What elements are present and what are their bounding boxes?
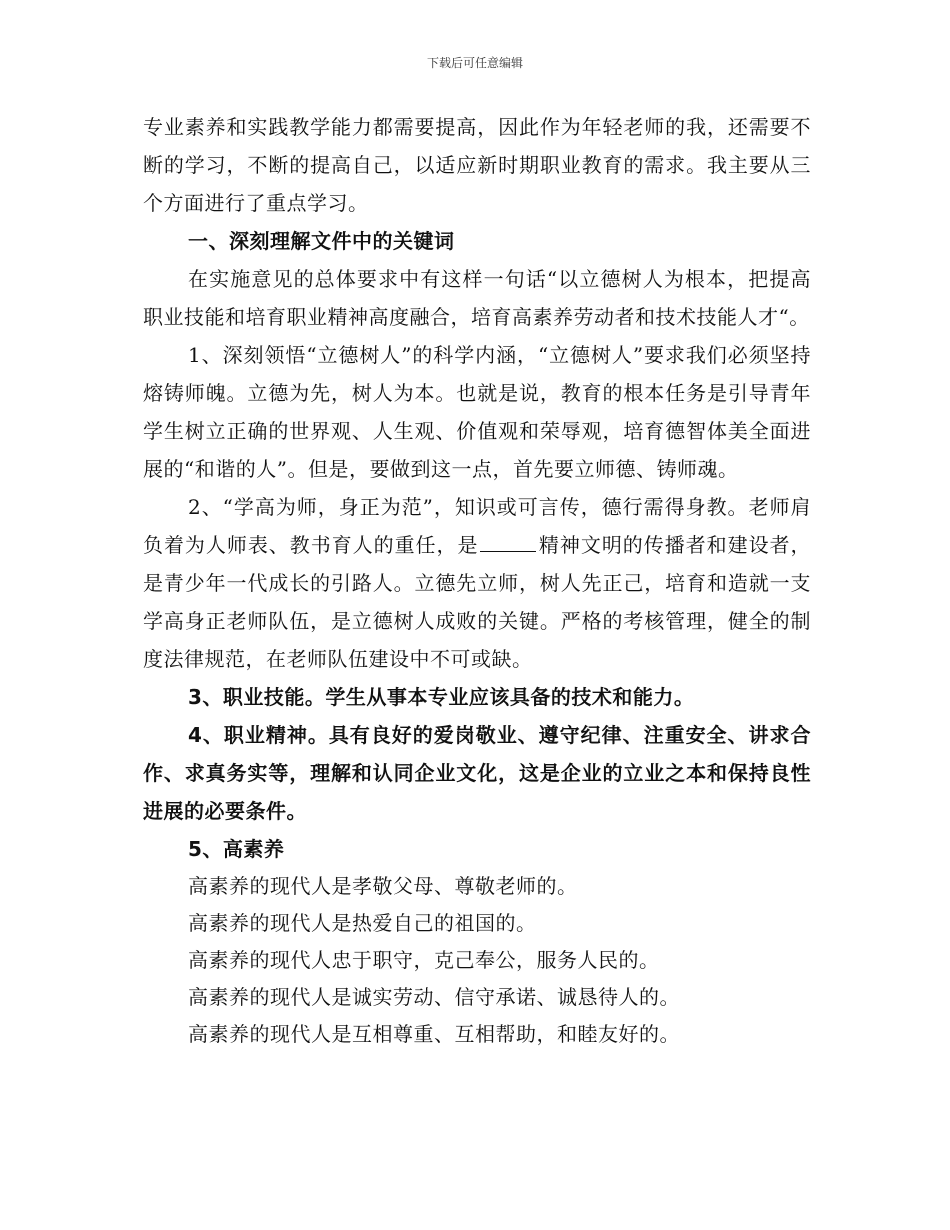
item-5-heading: 5、高素养 [188,837,285,861]
list-item: 高素养的现代人是热爱自己的祖国的。 [188,911,537,935]
quote-paragraph: 在实施意见的总体要求中有这样一句话“以立德树人为根本，把提高职业技能和培育职业精神高度融合，培育高素养劳动者和技术技能人才“。 [143,267,811,329]
item-1-paragraph: 1、深刻领悟“立德树人”的科学内涵，“立德树人”要求我们必须坚持熔铸师魄。立德为先，树人为本。也就是说，教育的根本任务是引导青年学生树立正确的世界观、人生观、价值观和荣辱观，培育德智体美全面进展的“和谐的人”。但是，要做到这一点，首先要立师德、铸师魂。 [143,343,811,481]
list-item: 高素养的现代人是互相尊重、互相帮助，和睦友好的。 [188,1022,680,1046]
fill-in-blank [480,533,536,552]
item-2-text-a: 2、“学高为师，身正为范”，知识或可言传，德行需得身教。老师肩负着为人师表、教书育人的重任，是 [143,495,811,557]
document-body [143,108,811,1053]
list-item: 高素养的现代人是诚实劳动、信守承诺、诚恳待人的。 [188,985,680,1009]
list-item: 高素养的现代人是孝敬父母、尊敬老师的。 [188,874,578,898]
item-4-paragraph: 4、职业精神。具有良好的爱岗敬业、遵守纪律、注重安全、讲求合作、求真务实等，理解和认同企业文化，这是企业的立业之本和保持良性进展的必要条件。 [143,723,811,823]
list-item: 高素养的现代人忠于职守，克己奉公，服务人民的。 [188,948,660,972]
header-note: 下载后可任意编辑 [426,56,523,70]
item-2-text-b: 精神文明的传播者和建设者，是青少年一代成长的引路人。立德先立师，树人先正己，培育和造就一支学高身正老师队伍，是立德树人成败的关键。严格的考核管理，健全的制度法律规范，在老师队伍建设中不可或缺。 [143,533,812,671]
section-heading-1: 一、深刻理解文件中的关键词 [188,229,455,253]
item-2-paragraph [143,488,811,678]
item-3-paragraph: 3、职业技能。学生从事本专业应该具备的技术和能力。 [188,685,695,709]
intro-paragraph: 专业素养和实践教学能力都需要提高，因此作为年轻老师的我，还需要不断的学习，不断的提高自己，以适应新时期职业教育的需求。我主要从三个方面进行了重点学习。 [143,115,811,215]
